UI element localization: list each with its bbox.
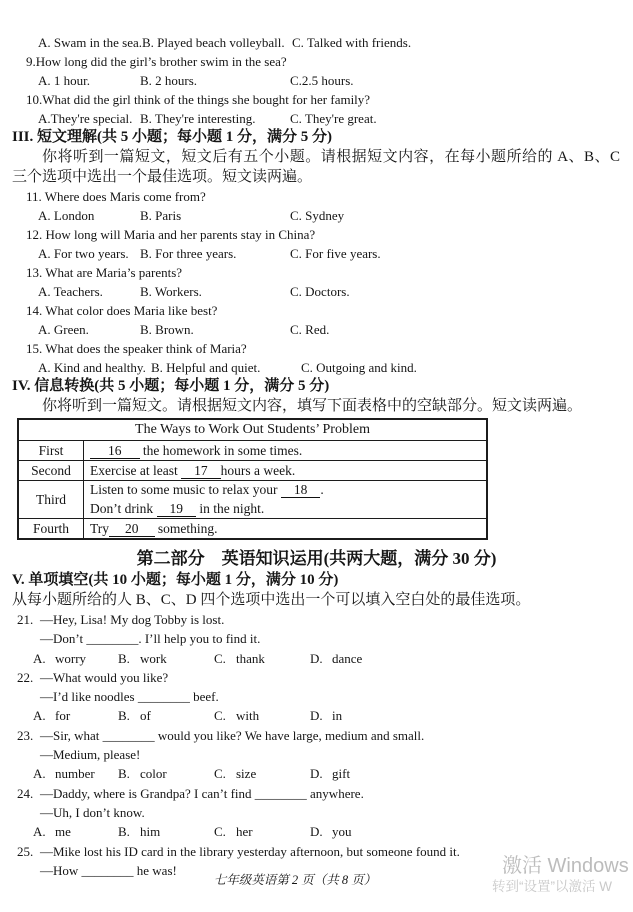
q23-option-d [310,764,350,783]
blank-17: 17 [181,464,221,479]
q15-option-c: C. Outgoing and kind. [301,360,417,375]
q21-option-d-word: dance [332,650,363,666]
row-second-label: Second [18,461,84,481]
table-title: The Ways to Work Out Students’ Problem [18,419,487,441]
row-first-post: the homework in some times. [139,443,303,458]
q22-option-b-word: of [140,708,151,724]
q13-options-row [0,282,633,301]
section3-instructions: 你将听到一篇短文，短文后有五个小题。请根据短文内容，在每小题所给的 A、B、C 三个选项中选出一个最佳选项。短文读两遍。 [12,149,620,185]
section4-title: IV. 信息转换(共 5 小题；每小题 1 分，满分 5 分) [12,378,330,394]
q23-option-c-word: size [236,766,257,782]
q11-text: 11. Where does Maris come from? [26,189,206,204]
row-first-content [84,441,488,461]
q15-options-row [0,358,633,377]
q14-text: 14. What color does Maria like best? [26,303,218,318]
activate-windows-watermark: 激活 Windows [502,855,629,877]
q13-text: 13. What are Maria’s parents? [26,265,183,280]
q10-text: 10.What did the girl think of the things she bought for her family? [26,92,371,107]
q24-dialogue1: —Daddy, where is Grandpa? I can’t find ________ anywhere. [40,785,364,801]
q22-option-c [214,706,310,725]
row-third-content [84,481,488,519]
table-row-third [18,481,487,519]
row-fourth-content [84,519,488,540]
q22-option-b [118,706,214,725]
q10-option-c: C. They're great. [290,111,377,126]
q23-option-c-letter: C. [214,766,226,782]
q22-options-row [0,706,633,725]
q21-option-a-word: worry [55,650,87,666]
q13-option-b: B. Workers. [140,284,202,299]
q23-options-row [0,764,633,783]
row-first-label: First [18,441,84,461]
q23-option-a [33,764,118,783]
q22-line2: —I’d like noodles ________ beef. [40,689,219,705]
q23-option-a-word: number [55,766,95,782]
q11-option-c: C. Sydney [290,208,345,223]
q9-text: 9.How long did the girl’s brother swim in the sea? [26,54,287,69]
row-third-line2-post: in the night. [196,500,265,516]
q21-options-row [0,649,633,668]
table-title-row [18,419,487,441]
row-third-line1 [90,481,480,500]
q14-option-c: C. Red. [290,322,330,337]
q22-option-c-word: with [236,708,260,724]
q21-option-a-letter: A. [33,650,46,666]
section5-instructions: 从每小题所给的人 B、C、D 四个选项中选出一个可以填入空白处的最佳选项。 [12,592,531,608]
q24-option-a-letter: A. [33,824,46,840]
q24-option-c [214,822,310,841]
q21-dialogue1: —Hey, Lisa! My dog Tobby is lost. [40,612,225,627]
q21-option-a [33,649,118,668]
row-second-pre: Exercise at least [90,463,182,478]
q14-option-a: A. Green. [38,322,89,337]
info-transfer-table [17,418,488,540]
q22-option-a-word: for [55,708,71,724]
q22-option-d-word: in [332,708,343,724]
row-second-content [84,461,488,481]
q21-line2: —Don’t ________. I’ll help you to find it. [40,631,261,647]
q24-line1 [0,784,633,803]
q23-option-b-word: color [140,766,167,782]
section4-instructions: 你将听到一篇短文。请根据短文内容，填写下面表格中的空缺部分。短文读两遍。 [42,398,583,414]
q22-option-a [33,706,118,725]
q9-option-b: B. 2 hours. [140,73,198,88]
table-row-second [18,461,487,481]
q24-options-row [0,822,633,841]
q23-option-b [118,764,214,783]
q21-option-d [310,649,362,668]
row-third-line1-pre: Listen to some music to relax your [90,482,281,497]
q25-line2: —How ________ he was! [40,862,177,878]
q12-text: 12. How long will Maria and her parents stay in China? [26,227,316,242]
q23-option-c [214,764,310,783]
blank-18: 18 [281,483,321,498]
section5-title: V. 单项填空(共 10 小题；每小题 1 分，满分 10 分) [12,572,339,588]
q15-option-a: A. Kind and healthy. [38,360,146,375]
q11-option-a: A. London [38,208,95,223]
q25-dialogue1: —Mike lost his ID card in the library yesterday afternoon, but someone found it. [40,843,460,859]
row-third-label: Third [18,481,84,519]
q24-option-c-word: her [236,824,253,840]
q24-option-d-word: you [332,824,352,840]
blank-19: 19 [157,502,197,517]
q22-option-c-letter: C. [214,708,226,724]
q8-options-row [0,33,633,52]
row-fourth-pre: Try [90,521,110,536]
q23-option-d-letter: D. [310,766,323,782]
q8-option-b: B. Played beach volleyball. [141,35,285,50]
q15-option-b: B. Helpful and quiet. [151,360,261,375]
q24-line2: —Uh, I don’t know. [40,804,145,820]
q24-option-a [33,822,118,841]
part2-heading: 第二部分 英语知识运用(共两大题，满分 30 分) [136,549,497,568]
q21-line1 [0,610,633,629]
q23-line1 [0,726,633,745]
q21-option-c-letter: C. [214,650,226,666]
q24-option-b-word: him [140,824,161,840]
section3-title: III. 短文理解(共 5 小题；每小题 1 分，满分 5 分) [12,129,333,145]
q11-options-row [0,206,633,225]
q21-option-d-letter: D. [310,650,323,666]
row-third-line2 [90,500,480,519]
q21-option-b-letter: B. [118,650,130,666]
q24-option-a-word: me [55,824,71,840]
q22-option-d [310,706,342,725]
q23-option-a-letter: A. [33,766,46,782]
q8-option-c: C. Talked with friends. [291,35,412,50]
q24-option-d [310,822,352,841]
q24-option-c-letter: C. [214,824,226,840]
q10-options-row [0,109,633,128]
q21-option-c [214,649,310,668]
q21-number: 21. [17,612,34,627]
q24-option-b [118,822,214,841]
q9-option-c: C.2.5 hours. [290,73,354,88]
q10-option-a: A.They're special. [38,111,133,126]
q23-line2: —Medium, please! [40,747,141,763]
q11-option-b: B. Paris [140,208,182,223]
q22-option-d-letter: D. [310,708,323,724]
q21-option-c-word: thank [236,650,265,666]
q24-number: 24. [17,785,34,801]
q24-option-d-letter: D. [310,824,323,840]
row-fourth-label: Fourth [18,519,84,540]
page-footer: 七年级英语第 2 页（共 8 页） [213,873,377,887]
q22-line1 [0,668,633,687]
row-third-line1-post: . [320,482,324,497]
q22-option-b-letter: B. [118,708,130,724]
q12-options-row [0,244,633,263]
row-second-post: hours a week. [220,463,296,478]
q8-option-a: A. Swam in the sea. [38,35,142,50]
q21-option-b [118,649,214,668]
q15-text: 15. What does the speaker think of Maria? [26,341,247,356]
blank-16: 16 [90,444,140,459]
q12-option-a: A. For two years. [38,246,129,261]
table-row-fourth [18,519,487,540]
q25-number: 25. [17,843,34,859]
q12-option-b: B. For three years. [140,246,237,261]
q22-number: 22. [17,669,34,685]
q23-number: 23. [17,727,34,743]
q21-option-b-word: work [140,650,167,666]
q13-option-a: A. Teachers. [38,284,103,299]
q9-option-a: A. 1 hour. [38,73,90,88]
q22-dialogue1: —What would you like? [40,669,169,685]
row-fourth-post: something. [154,521,218,536]
q10-option-b: B. They're interesting. [140,111,256,126]
q23-option-d-word: gift [332,766,351,782]
q23-option-b-letter: B. [118,766,130,782]
row-third-line2-pre: Don’t drink [90,500,157,516]
q9-options-row [0,71,633,90]
q14-option-b: B. Brown. [140,322,194,337]
q12-option-c: C. For five years. [290,246,381,261]
q13-option-c: C. Doctors. [290,284,350,299]
q22-option-a-letter: A. [33,708,46,724]
q14-options-row [0,320,633,339]
table-row-first [18,441,487,461]
q23-dialogue1: —Sir, what ________ would you like? We have large, medium and small. [40,727,425,743]
q24-option-b-letter: B. [118,824,130,840]
activate-windows-watermark-sub: 转到“设置”以激活 W [492,879,612,894]
blank-20: 20 [109,522,155,537]
